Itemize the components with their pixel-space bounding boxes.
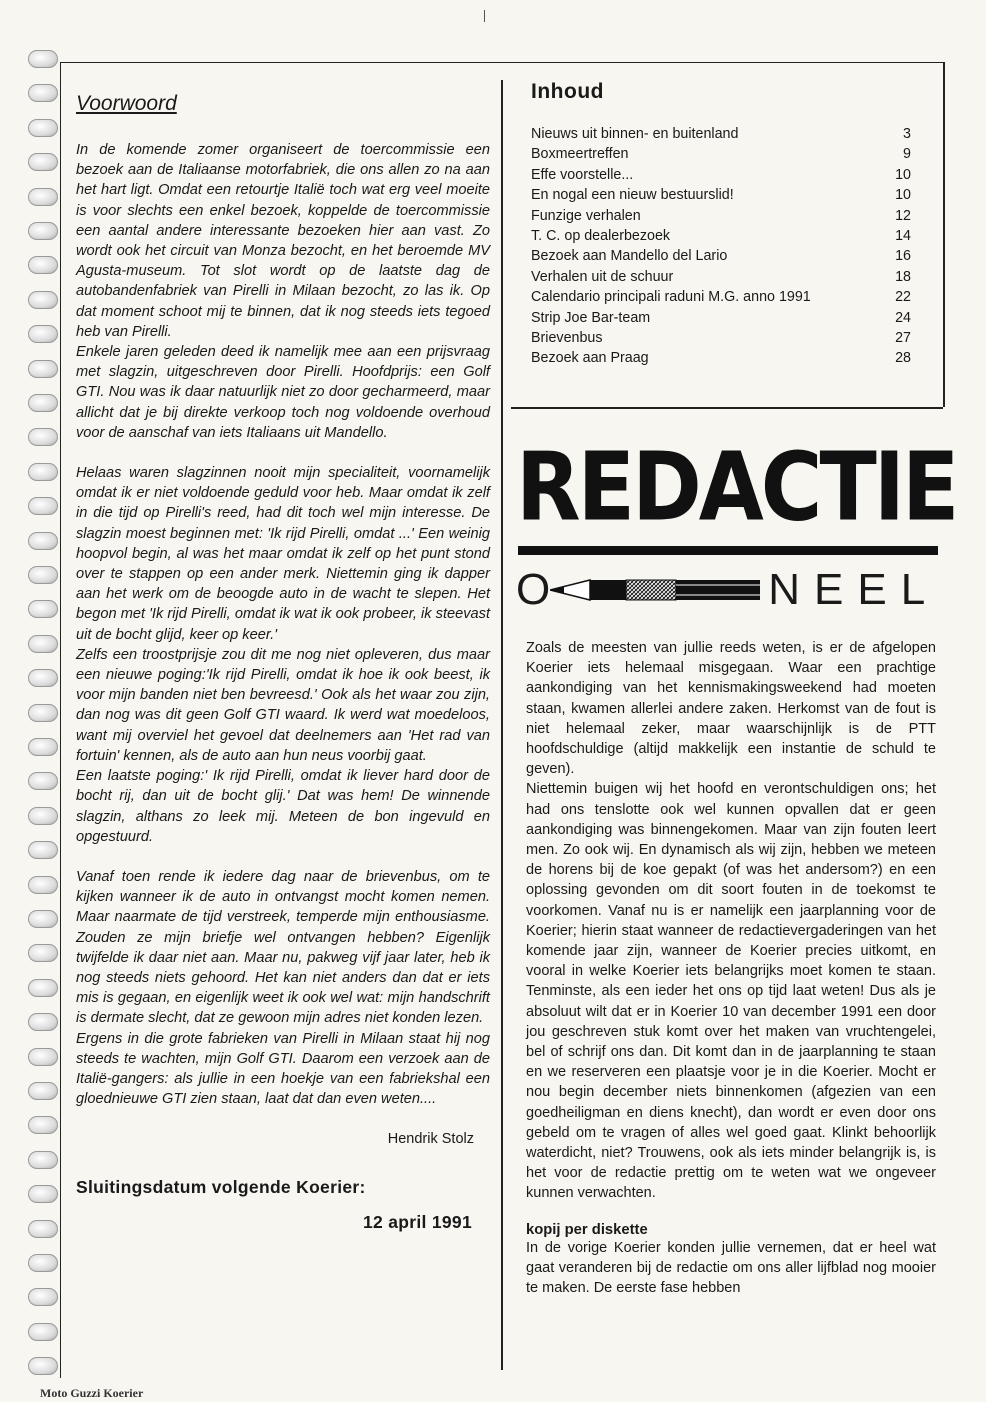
binding-ring bbox=[28, 1288, 58, 1306]
toc-row bbox=[531, 246, 911, 266]
voorwoord-paragraph: Zelfs een troostprijsje zou dit me nog niet opleveren, dus maar een nieuwe poging:'Ik rijd Pirelli, omdat ik hoe ik ook beest, ik voor mijn banden niet ben bevreesd.' Ook als het waar zou zijn, dan nog was dit geen Golf GTI waard. Ik werd wat moedeloos, want mij overviel het gevoel dat deelnemers aan 'Het rad van fortuin' kennen, als de auto aan hun neus voorbij gaat. bbox=[76, 646, 490, 764]
binding-ring bbox=[28, 566, 58, 584]
toc-label: Strip Joe Bar-team bbox=[531, 309, 651, 326]
binding-ring bbox=[28, 532, 58, 550]
binding-ring bbox=[28, 1357, 58, 1375]
footer-logo: Moto Guzzi Koerier bbox=[40, 1386, 144, 1400]
binding-ring bbox=[28, 153, 58, 171]
binding-ring bbox=[28, 50, 58, 68]
masthead-neel: NEEL bbox=[768, 565, 940, 614]
binding-ring bbox=[28, 1048, 58, 1066]
binding-ring bbox=[28, 807, 58, 825]
toc-row bbox=[531, 124, 911, 144]
binding-ring bbox=[28, 1151, 58, 1169]
masthead-title: REDACTIE bbox=[516, 432, 957, 542]
toc-label: En nogal een nieuw bestuurslid! bbox=[531, 187, 734, 204]
binding-ring bbox=[28, 1185, 58, 1203]
voorwoord-column bbox=[76, 86, 490, 1233]
toc-page: 16 bbox=[895, 248, 911, 265]
toc-label: Verhalen uit de schuur bbox=[531, 268, 674, 285]
voorwoord-paragraph: Vanaf toen rende ik iedere dag naar de brievenbus, om te kijken wanneer ik de auto in ontvangst mocht komen nemen. Maar naarmate de tijd verstreek, temperde mijn enthousiasme. Zouden ze mijn briefje wel ontvangen hebben? Eigenlijk twijfelde ik daar niet aan. Maar nu, pakweg vijf jaar later, heb ik nog steeds niets gehoord. Het kan niet anders dan dat er iets mis is gegaan, en eigenlijk weet ik ook wel wat: mijn handschrift is dermate slecht, dat ze gewoon mijn adres niet konden lezen. bbox=[76, 868, 490, 1027]
binding-ring bbox=[28, 635, 58, 653]
toc-row bbox=[531, 165, 911, 185]
binding-ring bbox=[28, 1082, 58, 1100]
toc-page: 9 bbox=[903, 146, 911, 163]
toc-row bbox=[531, 348, 911, 368]
binding-ring bbox=[28, 1220, 58, 1238]
toc-row bbox=[531, 226, 911, 246]
binding-ring bbox=[28, 1013, 58, 1031]
binding-ring bbox=[28, 669, 58, 687]
toc-row bbox=[531, 328, 911, 348]
binding-ring bbox=[28, 738, 58, 756]
toc-row bbox=[531, 185, 911, 205]
binding-ring bbox=[28, 979, 58, 997]
toc-label: Boxmeertreffen bbox=[531, 146, 629, 163]
inhoud-title: Inhoud bbox=[531, 80, 604, 103]
binding-ring bbox=[28, 360, 58, 378]
toc-page: 10 bbox=[895, 166, 911, 183]
voorwoord-paragraph: Enkele jaren geleden deed ik namelijk mee aan een prijsvraag met slagzin, uitgeschreven door Pirelli. Hoofdprijs: een Golf GTI. Nou was ik daar natuurlijk niet zo door gecharmeerd, maar allicht dat je bij direkte verkoop toch nog voldoende overhoud voor de aanschaf van iets Italiaans uit Mandello. bbox=[76, 344, 490, 441]
toc-page: 28 bbox=[895, 350, 911, 367]
toc-page: 27 bbox=[895, 330, 911, 347]
binding-ring bbox=[28, 1323, 58, 1341]
toc-row bbox=[531, 308, 911, 328]
binding-ring bbox=[28, 1116, 58, 1134]
kopij-heading: kopij per diskette bbox=[526, 1221, 648, 1238]
deadline-date: 12 april 1991 bbox=[363, 1212, 472, 1233]
voorwoord-paragraph: Een laatste poging:' Ik rijd Pirelli, omdat ik liever hard door de bocht rij, dan uit de bocht glij.' Dat was hem! De winnende slagzin, althans zo leek mij. Meteen de bon ingevuld en opgestuurd. bbox=[76, 768, 490, 845]
toc-label: Effe voorstelle... bbox=[531, 166, 634, 183]
binding-ring bbox=[28, 841, 58, 859]
binding-ring bbox=[28, 291, 58, 309]
toc-page: 18 bbox=[895, 268, 911, 285]
toc-label: Nieuws uit binnen- en buitenland bbox=[531, 126, 739, 142]
voorwoord-title: Voorwoord bbox=[76, 92, 177, 115]
table-of-contents bbox=[531, 124, 911, 369]
binding-ring bbox=[28, 188, 58, 206]
binding-ring bbox=[28, 119, 58, 137]
column-divider bbox=[501, 80, 503, 1370]
inhoud-box-border bbox=[943, 62, 945, 407]
binding-ring bbox=[28, 497, 58, 515]
toc-page: 3 bbox=[903, 126, 911, 142]
toc-row bbox=[531, 267, 911, 287]
redactie-paragraph: Zoals de meesten van jullie reeds weten, is er de afgelopen Koerier iets helemaal misgegaan. Waar een prachtige aankondiging van het kennismakingsweekend had moeten staan, kwamen allerlei andere zaken. Herkomst van de fout is niet helemaal zeker, maar waarschijnlijk is de PTT hoofdschuldige (altijd makkelijk een instantie de schuld te geven). bbox=[526, 640, 936, 778]
binding-ring bbox=[28, 463, 58, 481]
author-signature: Hendrik Stolz bbox=[387, 1131, 474, 1148]
toc-row bbox=[531, 144, 911, 164]
binding-ring bbox=[28, 772, 58, 790]
binding-ring bbox=[28, 394, 58, 412]
toc-page: 24 bbox=[895, 309, 911, 326]
voorwoord-paragraph: Helaas waren slagzinnen nooit mijn specialiteit, voornamelijk omdat ik er niet voldoende geduld voor heb. Maar omdat ik zelf in die tijd op Pirelli's reed, had dit toch wel mijn interesse. De slagzin moest beginnen met: 'Ik rijd Pirelli, omdat ...' Een weinig hoopvol begin, al was het maar omdat ik zelf op het punt stond over te stappen op een ander merk. Niettemin ging ik dapper aan het werk om de beoogde auto in de wacht te slepen. Het begon met 'Ik rijd Pirelli, omdat ik wat ik ook probeer, ik steevast uit de bocht glijd, keer op keer.' bbox=[76, 465, 490, 643]
voorwoord-paragraph: Ergens in die grote fabrieken van Pirelli in Milaan staat hij nog steeds te wachten, mijn Golf GTI. Daarom een verzoek aan de Italië-gangers: als jullie in een hoekje van een fabriekshal een gloednieuwe GTI zien staan, laat dat dan even weten.... bbox=[76, 1030, 490, 1108]
masthead-bar bbox=[518, 546, 938, 555]
toc-row bbox=[531, 287, 911, 307]
binding-ring bbox=[28, 325, 58, 343]
binding-ring bbox=[28, 704, 58, 722]
masthead-o: O bbox=[516, 565, 551, 614]
redactie-paragraph: Niettemin buigen wij het hoofd en verontschuldigen ons; het had ons tenslotte ook wel kunnen opvallen dat er geen aankondiging was binnengekomen. Maar van zijn fouten leert men. Zo ook wij. En dynamisch als wij zijn, hebben we meteen de horens bij de koe gepakt (of was het andersom?) en een oplossing gevonden om dit soort fouten in de toekomst te voorkomen. Vanaf nu is er namelijk een jaarplanning voor de Koerier; hierin staat wanneer de redactievergaderingen van het komende jaar zijn, wanneer de Koerier precies uitkomt, en vooral in welke Koerier iets belangrijks moet komen te staan. Tenminste, als een ieder het ons op tijd laat weten! Dus als je absoluut wilt dat er in Koerier 10 van december 1991 een door jou geschreven stuk komt over het maken van vruchtengelei, bel of schrijf ons dan. Dit komt dan in de jaarplanning te staan en we reserveren een plaatsje voor je in die Koerier. Mocht er nou begin december niets binnenkomen (afgezien van een goedheiligman en diens knecht), dan wordt er even door ons gebeld om te vragen of alles wel goed gaat. Klinkt behoorlijk waterdicht, niet? Trouwens, ook als iets minder belangrijk is, is het voor de redactie prettig om te weten wat we ongeveer kunnen verwachten. bbox=[526, 781, 936, 1202]
toc-row bbox=[531, 206, 911, 226]
binding-ring bbox=[28, 256, 58, 274]
voorwoord-paragraph: In de komende zomer organiseert de toercommissie een bezoek aan de Italiaanse motorfabriek, die ons allen zo na aan het hart ligt. Omdat een retourtje Italië toch wat erg veel moeite is voor slechts een enkel bezoek, koppelde de toercommissie een aantal andere interessante bezoeken hier aan vast. Zo wordt ook het circuit van Monza bezocht, en het beroemde MV Agusta-museum. Tot slot wordt op de laatste dag de autobandenfabriek van Pirelli in Milaan bezocht, zo las ik. Op dat moment schoot mij te binnen, dat ik nog steeds iets tegoed heb van Pirelli. bbox=[76, 142, 490, 340]
masthead-subtitle bbox=[516, 565, 944, 615]
toc-label: T. C. op dealerbezoek bbox=[531, 228, 671, 245]
binding-ring bbox=[28, 222, 58, 240]
toc-label: Calendario principali raduni M.G. anno 1991 bbox=[531, 289, 811, 306]
toc-page: 14 bbox=[895, 228, 911, 245]
section-divider bbox=[511, 407, 943, 409]
redactie-masthead bbox=[516, 432, 957, 615]
binding-ring bbox=[28, 944, 58, 962]
toc-label: Bezoek aan Praag bbox=[531, 350, 649, 367]
toc-label: Brievenbus bbox=[531, 330, 603, 347]
binding-ring bbox=[28, 428, 58, 446]
crop-mark bbox=[484, 10, 485, 22]
toc-page: 10 bbox=[895, 187, 911, 204]
deadline-label: Sluitingsdatum volgende Koerier: bbox=[76, 1177, 366, 1198]
redactie-article bbox=[526, 638, 936, 1298]
toc-page: 12 bbox=[895, 207, 911, 224]
pencil-icon bbox=[550, 572, 760, 608]
toc-label: Funzige verhalen bbox=[531, 207, 641, 224]
toc-label: Bezoek aan Mandello del Lario bbox=[531, 248, 728, 265]
binding-ring bbox=[28, 600, 58, 618]
binding-ring bbox=[28, 1254, 58, 1272]
binding-ring bbox=[28, 876, 58, 894]
kopij-paragraph: In de vorige Koerier konden jullie vernemen, dat er heel wat gaat veranderen bij de redactie om ons aller lijfblad nog mooier te maken. De eerste fase hebben bbox=[526, 1239, 936, 1297]
toc-page: 22 bbox=[895, 289, 911, 306]
binding-ring bbox=[28, 84, 58, 102]
inhoud-section bbox=[531, 80, 911, 369]
binding-ring bbox=[28, 910, 58, 928]
